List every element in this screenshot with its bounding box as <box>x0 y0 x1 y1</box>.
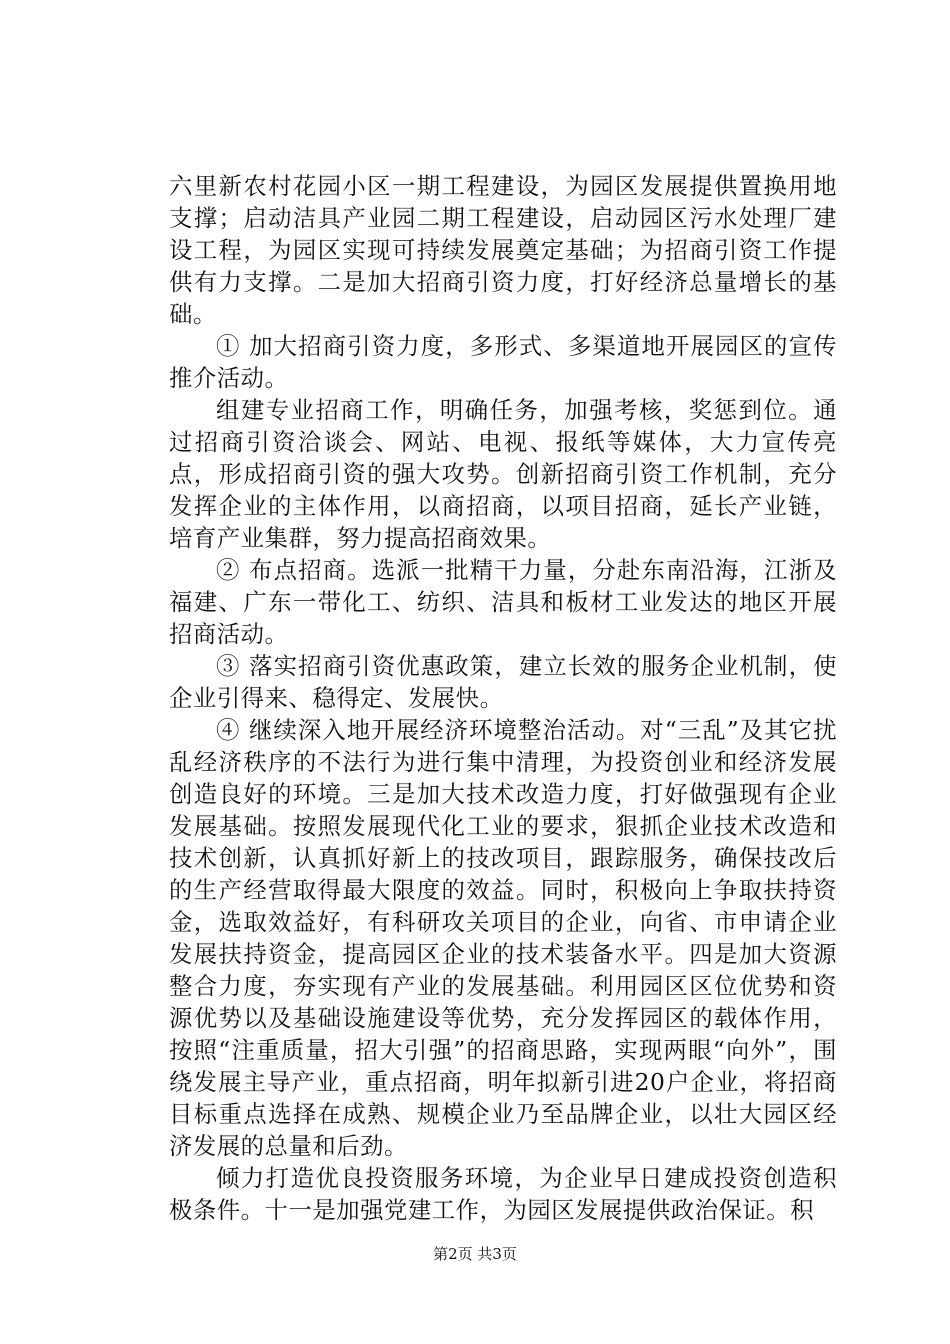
page-footer <box>0 1244 950 1264</box>
page-number-label: 第2页 共3页 <box>433 1245 517 1263</box>
paragraph-3: 组建专业招商工作，明确任务，加强考核，奖惩到位。通过招商引资洽谈会、网站、电视、报纸等媒体，大力宣传亮点，形成招商引资的强大攻势。创新招商引资工作机制，充分发挥企业的主体作用，以商招商，以项目招商，延长产业链，培育产业集群，努力提高招商效果。 <box>169 396 837 552</box>
paragraph-7: 倾力打造优良投资服务环境，为企业早日建成投资创造积极条件。十一是加强党建工作，为园区发展提供政治保证。积 <box>169 1164 837 1224</box>
paragraph-6: ④ 继续深入地开展经济环境整治活动。对“三乱”及其它扰乱经济秩序的不法行为进行集中清理，为投资创业和经济发展创造良好的环境。三是加大技术改造力度，打好做强现有企业发展基础。按照发展现代化工业的要求，狠抓企业技术改造和技术创新，认真抓好新上的技改项目，跟踪服务，确保技改后的生产经营取得最大限度的效益。同时，积极向上争取扶持资金，选取效益好，有科研攻关项目的企业，向省、市申请企业发展扶持资金，提高园区企业的技术装备水平。四是加大资源整合力度，夯实现有产业的发展基础。利用园区区位优势和资源优势以及基础设施建设等优势，充分发挥园区的载体作用，按照“注重质量，招大引强”的招商思路，实现两眼“向外”，围绕发展主导产业，重点招商，明年拟新引进20户企业，将招商目标重点选择在成熟、规模企业乃至品牌企业，以壮大园区经济发展的总量和后劲。 <box>169 716 837 1160</box>
paragraph-1: 六里新农村花园小区一期工程建设，为园区发展提供置换用地支撑；启动洁具产业园二期工程建设，启动园区污水处理厂建设工程，为园区实现可持续发展奠定基础；为招商引资工作提供有力支撑。二是加大招商引资力度，打好经济总量增长的基础。 <box>169 172 837 328</box>
paragraph-5: ③ 落实招商引资优惠政策，建立长效的服务企业机制，使企业引得来、稳得定、发展快。 <box>169 652 837 712</box>
paragraph-2: ① 加大招商引资力度，多形式、多渠道地开展园区的宣传推介活动。 <box>169 332 837 392</box>
document-body <box>169 170 837 1226</box>
paragraph-4: ② 布点招商。选派一批精干力量，分赴东南沿海，江浙及福建、广东一带化工、纺织、洁具和板材工业发达的地区开展招商活动。 <box>169 556 837 648</box>
